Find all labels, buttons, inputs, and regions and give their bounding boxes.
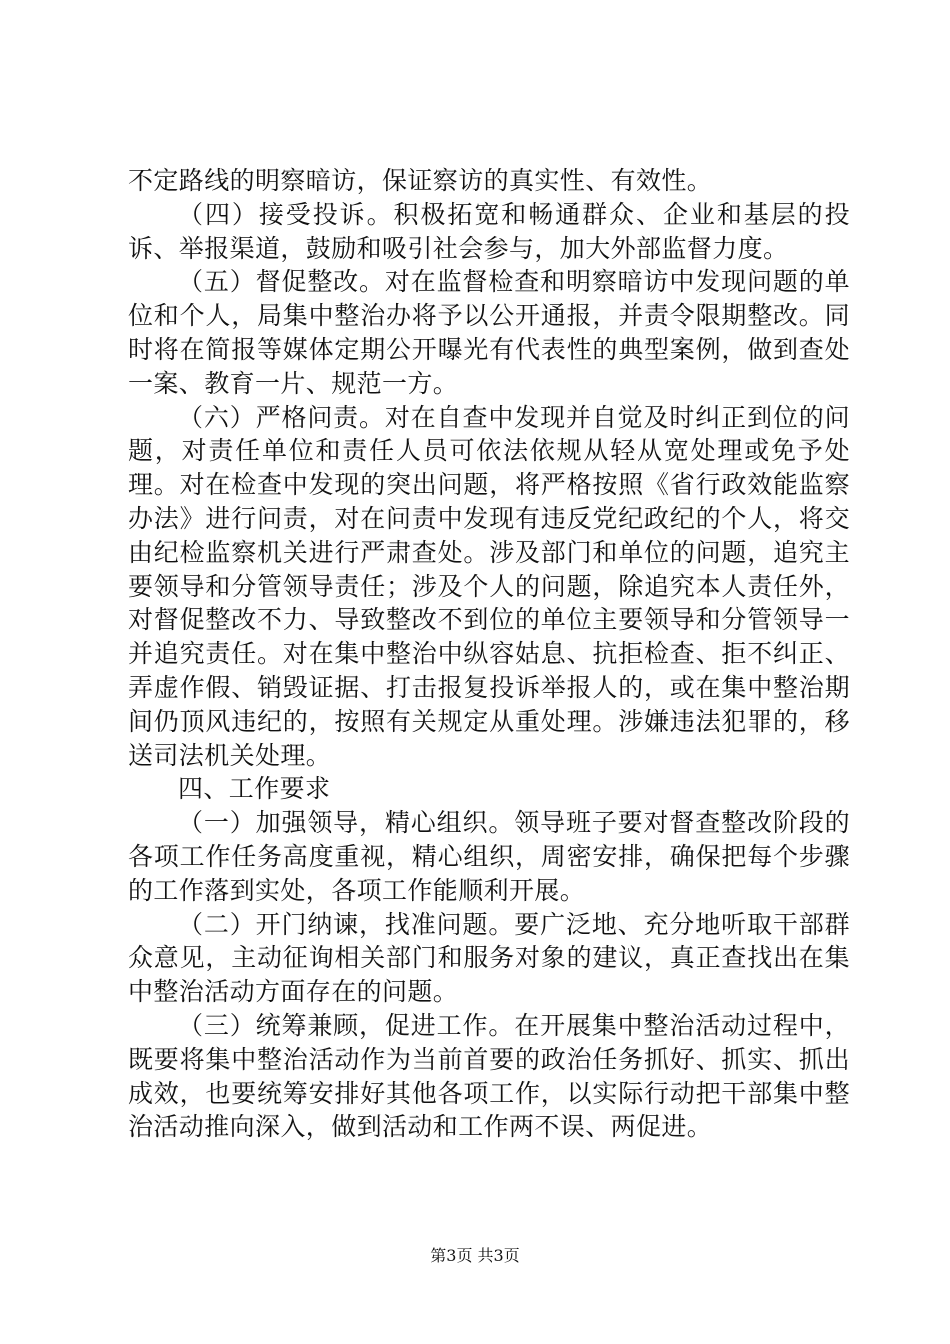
paragraph-7: （二）开门纳谏，找准问题。要广泛地、充分地听取干部群众意见，主动征询相关部门和服务对象的建议，真正查找出在集中整治活动方面存在的问题。 [128, 909, 850, 1007]
paragraph-6: （一）加强领导，精心组织。领导班子要对督查整改阶段的各项工作任务高度重视，精心组织，周密安排，确保把每个步骤的工作落到实处，各项工作能顺利开展。 [128, 808, 850, 905]
paragraph-2: （四）接受投诉。积极拓宽和畅通群众、企业和基层的投诉、举报渠道，鼓励和吸引社会参与，加大外部监督力度。 [128, 199, 850, 263]
paragraph-3: （五）督促整改。对在监督检查和明察暗访中发现问题的单位和个人，局集中整治办将予以公开通报，并责令限期整改。同时将在简报等媒体定期公开曝光有代表性的典型案例，做到查处一案、教育一片、规范一方。 [128, 267, 850, 398]
section-heading-work-requirements: 四、工作要求 [178, 774, 331, 804]
paragraph-8: （三）统筹兼顾，促进工作。在开展集中整治活动过程中，既要将集中整治活动作为当前首要的政治任务抓好、抓实、抓出成效，也要统筹安排好其他各项工作，以实际行动把干部集中整治活动推向深入，做到活动和工作两不误、两促进。 [128, 1010, 850, 1142]
paragraph-1: 不定路线的明察暗访，保证察访的真实性、有效性。 [128, 166, 713, 195]
page-footer: 第3页 共3页 [430, 1246, 520, 1265]
document-body [128, 164, 850, 1144]
paragraph-4: （六）严格问责。对在自查中发现并自觉及时纠正到位的问题，对责任单位和责任人员可依法依规从轻从宽处理或免予处理。对在检查中发现的突出问题，将严格按照《省行政效能监察办法》进行问责，对在问责中发现有违反党纪政纪的个人，将交由纪检监察机关进行严肃查处。涉及部门和单位的问题，追究主要领导和分管领导责任；涉及个人的问题，除追究本人责任外，对督促整改不力、导致整改不到位的单位主要领导和分管领导一并追究责任。对在集中整治中纵容姑息、抗拒检查、拒不纠正、弄虚作假、销毁证据、打击报复投诉举报人的，或在集中整治期间仍顶风违纪的，按照有关规定从重处理。涉嫌违法犯罪的，移送司法机关处理。 [128, 402, 850, 770]
